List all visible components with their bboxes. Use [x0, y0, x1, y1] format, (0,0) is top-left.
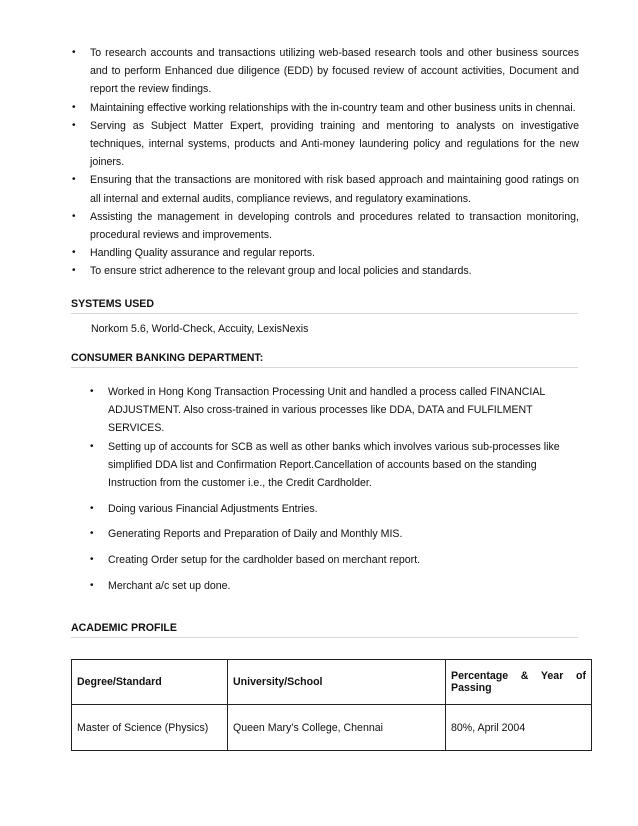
systems-used-heading: SYSTEMS USED [71, 297, 578, 314]
systems-used-text: Norkom 5.6, World-Check, Accuity, LexisNexis [91, 323, 309, 335]
consumer-banking-heading: CONSUMER BANKING DEPARTMENT: [71, 351, 578, 368]
list-item: • Setting up of accounts for SCB as well as other banks which involves various sub-processes like simplified DDA list and Confirmation Report.Cancellation of accounts based on the standing Instruction from the customer i.e., the Credit Cardholder. [89, 438, 584, 493]
responsibilities-list [71, 44, 579, 281]
list-item: • Serving as Subject Matter Expert, providing training and mentoring to analysts on investigative techniques, internal systems, products and Anti-money laundering policy and regulations for the new joiners. [71, 117, 579, 172]
academic-profile-heading: ACADEMIC PROFILE [71, 621, 578, 638]
column-header-degree: Degree/Standard [72, 660, 228, 705]
cell-percentage-year: 80%, April 2004 [446, 705, 592, 751]
list-item: • Creating Order setup for the cardholder based on merchant report. [89, 551, 584, 569]
table-header-row [72, 660, 592, 705]
list-item: • Maintaining effective working relationships with the in-country team and other business units in chennai. [71, 99, 579, 117]
column-header-percentage-year: Percentage & Year of Passing [446, 660, 592, 705]
list-item: • Handling Quality assurance and regular reports. [71, 244, 579, 262]
cell-university: Queen Mary’s College, Chennai [228, 705, 446, 751]
list-item: • Merchant a/c set up done. [89, 577, 584, 595]
column-header-university: University/School [228, 660, 446, 705]
list-item: • Assisting the management in developing controls and procedures related to transaction monitoring, procedural reviews and improvements. [71, 208, 579, 244]
academic-table [71, 659, 592, 751]
consumer-banking-list [89, 383, 584, 595]
list-item: • Ensuring that the transactions are monitored with risk based approach and maintaining good ratings on all internal and external audits, compliance reviews, and regulatory examinations. [71, 171, 579, 207]
table-row [72, 705, 592, 751]
list-item: • Worked in Hong Kong Transaction Processing Unit and handled a process called FINANCIAL ADJUSTMENT. Also cross-trained in various processes like DDA, DATA and FULFILMENT SERVICES. [89, 383, 584, 438]
list-item: • Doing various Financial Adjustments Entries. [89, 500, 584, 518]
list-item: • To research accounts and transactions utilizing web-based research tools and other business sources and to perform Enhanced due diligence (EDD) by focused review of account activities, Document and report the review findings. [71, 44, 579, 99]
list-item: • To ensure strict adherence to the relevant group and local policies and standards. [71, 262, 579, 280]
list-item: • Generating Reports and Preparation of Daily and Monthly MIS. [89, 525, 584, 543]
cell-degree: Master of Science (Physics) [72, 705, 228, 751]
